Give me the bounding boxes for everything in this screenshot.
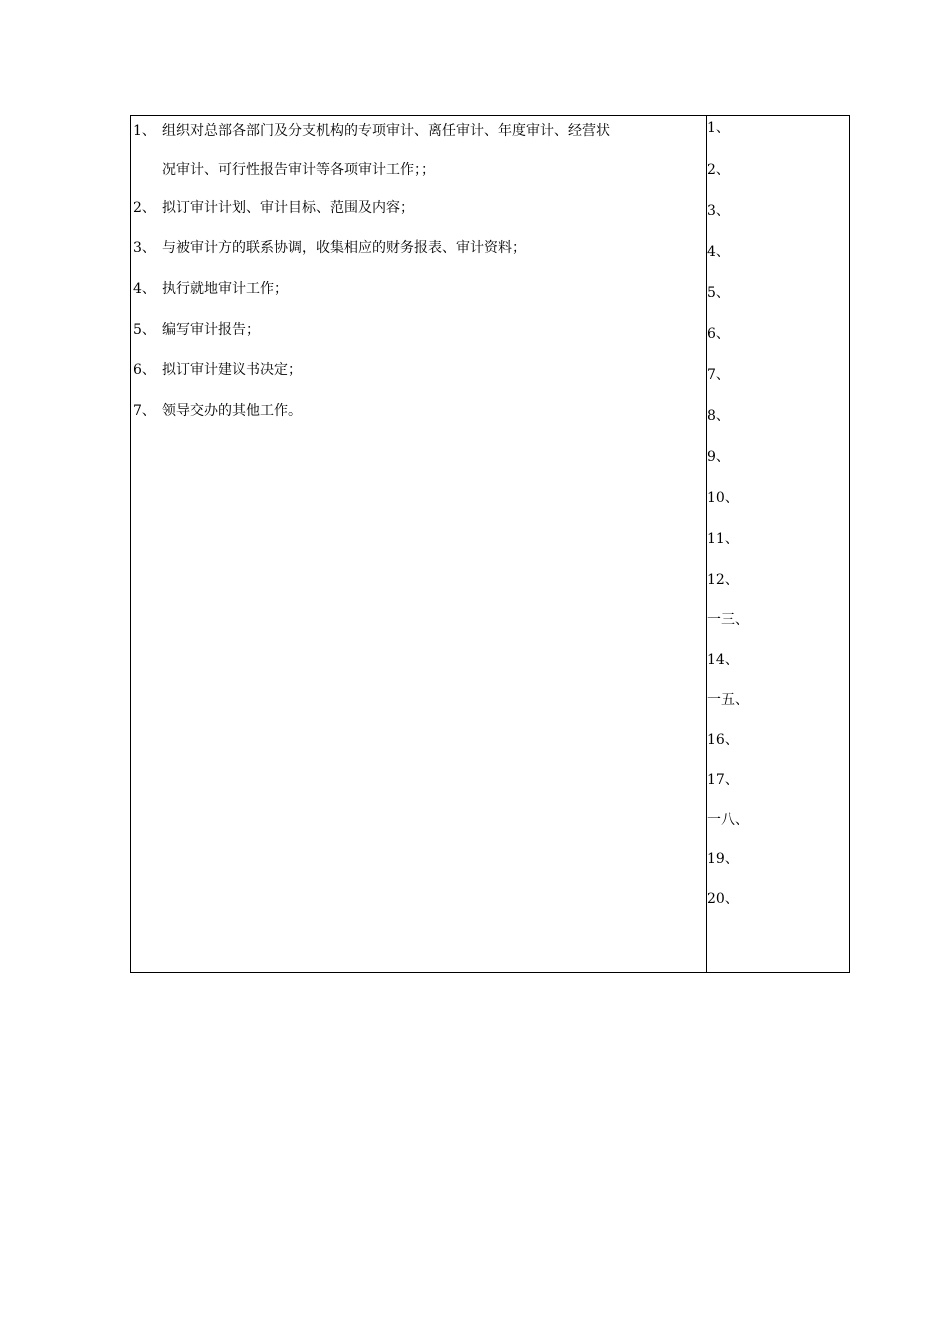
duty-number: 5、	[133, 322, 156, 338]
duty-number: 1、	[133, 123, 156, 139]
marker-6: 6、	[707, 326, 730, 342]
marker-15: 一五、	[707, 692, 749, 708]
marker-17: 17、	[707, 772, 739, 788]
duty-text: 拟订审计建议书决定；	[162, 362, 302, 378]
duties-table	[130, 115, 850, 973]
marker-14: 14、	[707, 652, 739, 668]
marker-1: 1、	[707, 120, 730, 136]
marker-13: 一三、	[707, 612, 749, 628]
marker-9: 9、	[707, 449, 730, 465]
marker-12: 12、	[707, 572, 739, 588]
duty-text: 领导交办的其他工作。	[162, 403, 302, 419]
duty-text: 执行就地审计工作；	[162, 281, 288, 297]
marker-20: 20、	[707, 891, 739, 907]
duty-text: 组织对总部各部门及分支机构的专项审计、离任审计、年度审计、经营状	[162, 123, 610, 139]
marker-4: 4、	[707, 244, 730, 260]
marker-3: 3、	[707, 203, 730, 219]
marker-19: 19、	[707, 851, 739, 867]
marker-11: 11、	[707, 531, 739, 547]
marker-7: 7、	[707, 367, 730, 383]
marker-8: 8、	[707, 408, 730, 424]
marker-10: 10、	[707, 490, 739, 506]
duty-number: 4、	[133, 281, 156, 297]
marker-16: 16、	[707, 732, 739, 748]
duty-text: 编写审计报告；	[162, 322, 260, 338]
duty-number: 3、	[133, 240, 156, 256]
marker-5: 5、	[707, 285, 730, 301]
duties-cell	[131, 116, 706, 972]
duty-text: 与被审计方的联系协调，收集相应的财务报表、审计资料；	[162, 240, 526, 256]
duty-text: 拟订审计计划、审计目标、范围及内容；	[162, 200, 414, 216]
duty-text: 况审计、可行性报告审计等各项审计工作；；	[162, 162, 435, 178]
duty-number: 7、	[133, 403, 156, 419]
duty-number: 6、	[133, 362, 156, 378]
marker-2: 2、	[707, 162, 730, 178]
marker-18: 一八、	[707, 812, 749, 828]
markers-cell	[707, 116, 849, 972]
duty-number: 2、	[133, 200, 156, 216]
